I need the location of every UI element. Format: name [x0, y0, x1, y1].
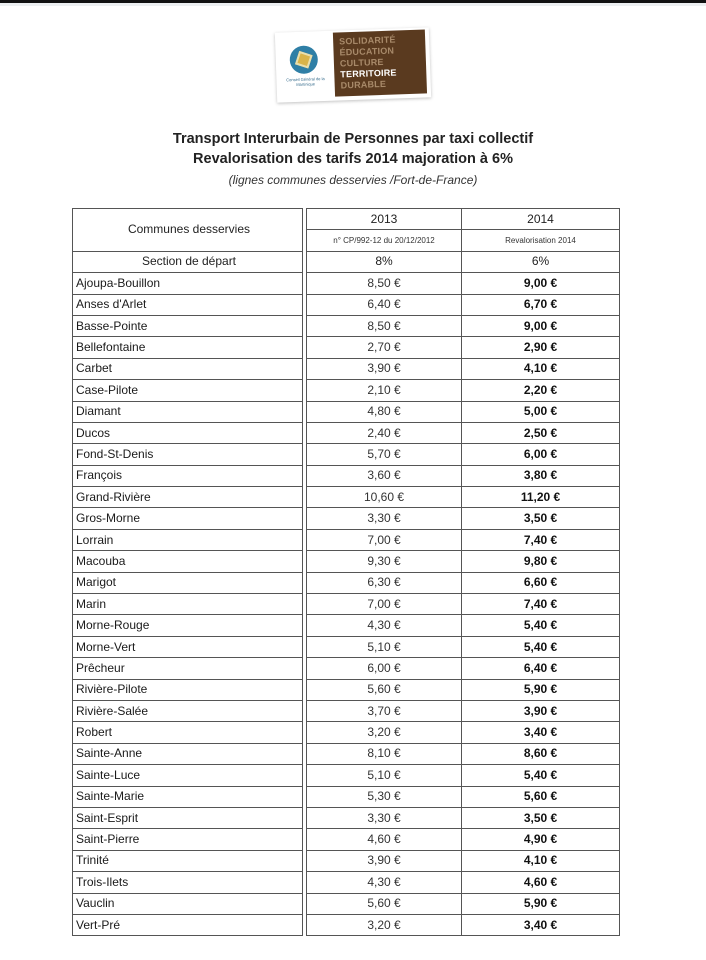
tarif-2014-cell: 5,00 € [462, 401, 620, 422]
commune-cell: Trinité [73, 850, 303, 871]
header-2014: 2014 [462, 209, 620, 230]
tarif-2014-cell: 5,90 € [462, 893, 620, 914]
logo-line: DURABLE [340, 78, 387, 91]
commune-cell: Diamant [73, 401, 303, 422]
tarif-2014-cell: 5,60 € [462, 786, 620, 807]
table-row [73, 487, 620, 508]
commune-cell: Rivière-Salée [73, 700, 303, 721]
tarif-2014-cell: 2,20 € [462, 380, 620, 401]
conseil-general-emblem-icon [289, 45, 318, 74]
table-row [73, 700, 620, 721]
tarif-2014-cell: 2,50 € [462, 422, 620, 443]
header-2014-ref: Revalorisation 2014 [462, 230, 620, 251]
commune-cell: Grand-Rivière [73, 487, 303, 508]
commune-cell: Rivière-Pilote [73, 679, 303, 700]
table-row [73, 807, 620, 828]
table-row [73, 786, 620, 807]
header-section-depart: Section de départ [73, 251, 303, 272]
table-row [73, 722, 620, 743]
tarif-2013-cell: 5,10 € [307, 765, 462, 786]
tarif-2014-cell: 5,40 € [462, 615, 620, 636]
logo-line: ÉDUCATION [339, 45, 395, 58]
tarif-2014-cell: 9,00 € [462, 273, 620, 294]
tarif-2014-cell: 4,10 € [462, 358, 620, 379]
tarif-2014-cell: 9,80 € [462, 551, 620, 572]
logo-emblem-panel [279, 37, 333, 101]
commune-cell: Fond-St-Denis [73, 444, 303, 465]
tarif-2014-cell: 4,60 € [462, 872, 620, 893]
tarif-2013-cell: 5,60 € [307, 679, 462, 700]
table-row [73, 337, 620, 358]
commune-cell: Saint-Pierre [73, 829, 303, 850]
table-row [73, 380, 620, 401]
table-row [73, 294, 620, 315]
tarif-2013-cell: 4,30 € [307, 872, 462, 893]
commune-cell: Morne-Vert [73, 636, 303, 657]
table-row [73, 914, 620, 935]
tarif-2013-cell: 2,10 € [307, 380, 462, 401]
table-row [73, 765, 620, 786]
tariff-table [72, 208, 620, 936]
table-row [73, 315, 620, 336]
commune-cell: Sainte-Luce [73, 765, 303, 786]
commune-cell: Vauclin [73, 893, 303, 914]
table-row [73, 401, 620, 422]
commune-cell: Anses d'Arlet [73, 294, 303, 315]
table-row [73, 358, 620, 379]
commune-cell: Sainte-Marie [73, 786, 303, 807]
top-border-shadow [0, 3, 706, 6]
commune-cell: Morne-Rouge [73, 615, 303, 636]
tarif-2013-cell: 5,60 € [307, 893, 462, 914]
header-2013-ref: n° CP/992-12 du 20/12/2012 [307, 230, 462, 251]
commune-cell: Robert [73, 722, 303, 743]
table-row [73, 273, 620, 294]
tarif-2013-cell: 3,70 € [307, 700, 462, 721]
tarif-2013-cell: 3,30 € [307, 508, 462, 529]
commune-cell: Gros-Morne [73, 508, 303, 529]
logo-line: CULTURE [339, 56, 384, 69]
tarif-2013-cell: 5,70 € [307, 444, 462, 465]
tarif-2014-cell: 5,90 € [462, 679, 620, 700]
tarif-2014-cell: 7,40 € [462, 529, 620, 550]
tarif-2013-cell: 3,20 € [307, 722, 462, 743]
tarif-2013-cell: 5,30 € [307, 786, 462, 807]
tarif-2013-cell: 2,40 € [307, 422, 462, 443]
emblem-caption: Conseil Général de la Martinique [286, 75, 325, 87]
tarif-2013-cell: 10,60 € [307, 487, 462, 508]
header-2013: 2013 [307, 209, 462, 230]
commune-cell: Sainte-Anne [73, 743, 303, 764]
table-row [73, 572, 620, 593]
tarif-2014-cell: 11,20 € [462, 487, 620, 508]
commune-cell: Bellefontaine [73, 337, 303, 358]
tarif-2013-cell: 2,70 € [307, 337, 462, 358]
tarif-2014-cell: 6,60 € [462, 572, 620, 593]
logo-line: SOLIDARITÉ [338, 34, 396, 47]
tarif-2013-cell: 4,60 € [307, 829, 462, 850]
tarif-2014-cell: 8,60 € [462, 743, 620, 764]
header-communes: Communes desservies [73, 209, 303, 252]
table-row [73, 829, 620, 850]
tarif-2014-cell: 2,90 € [462, 337, 620, 358]
tarif-2014-cell: 3,40 € [462, 914, 620, 935]
table-row [73, 444, 620, 465]
tarif-2014-cell: 9,00 € [462, 315, 620, 336]
tarif-2013-cell: 3,90 € [307, 358, 462, 379]
commune-cell: Trois-Ilets [73, 872, 303, 893]
tarif-2014-cell: 6,70 € [462, 294, 620, 315]
tarif-2014-cell: 4,10 € [462, 850, 620, 871]
table-row [73, 615, 620, 636]
tarif-2014-cell: 4,90 € [462, 829, 620, 850]
table-row [73, 551, 620, 572]
tarif-2013-cell: 6,30 € [307, 572, 462, 593]
tarif-2014-cell: 3,40 € [462, 722, 620, 743]
commune-cell: Prêcheur [73, 658, 303, 679]
tarif-2013-cell: 8,50 € [307, 273, 462, 294]
commune-cell: Macouba [73, 551, 303, 572]
tarif-2013-cell: 8,50 € [307, 315, 462, 336]
table-header-rate-row [73, 251, 620, 272]
tarif-2014-cell: 6,00 € [462, 444, 620, 465]
tarif-2014-cell: 3,90 € [462, 700, 620, 721]
header-2014-rate: 6% [462, 251, 620, 272]
commune-cell: Lorrain [73, 529, 303, 550]
table-row [73, 529, 620, 550]
document-title: Transport Interurbain de Personnes par taxi collectif [172, 131, 534, 147]
tarif-2014-cell: 5,40 € [462, 636, 620, 657]
tarif-2013-cell: 5,10 € [307, 636, 462, 657]
tarif-2014-cell: 7,40 € [462, 594, 620, 615]
table-row [73, 872, 620, 893]
tarif-2013-cell: 6,00 € [307, 658, 462, 679]
table-row [73, 594, 620, 615]
commune-cell: Marin [73, 594, 303, 615]
tarif-2014-cell: 3,50 € [462, 508, 620, 529]
commune-cell: Case-Pilote [73, 380, 303, 401]
table-row [73, 850, 620, 871]
logo [275, 27, 431, 102]
tarif-2013-cell: 9,30 € [307, 551, 462, 572]
tarif-2014-cell: 5,40 € [462, 765, 620, 786]
table-row [73, 893, 620, 914]
tarif-2013-cell: 7,00 € [307, 529, 462, 550]
tarif-2013-cell: 4,30 € [307, 615, 462, 636]
commune-cell: Ajoupa-Bouillon [73, 273, 303, 294]
tarif-2013-cell: 7,00 € [307, 594, 462, 615]
commune-cell: Carbet [73, 358, 303, 379]
commune-cell: Marigot [73, 572, 303, 593]
table-row [73, 679, 620, 700]
tarif-2013-cell: 4,80 € [307, 401, 462, 422]
tarif-2013-cell: 8,10 € [307, 743, 462, 764]
table-row [73, 658, 620, 679]
tarif-2013-cell: 3,20 € [307, 914, 462, 935]
table-row [73, 465, 620, 486]
header-2013-rate: 8% [307, 251, 462, 272]
logo-slogan-panel [333, 29, 427, 96]
tarif-2013-cell: 3,30 € [307, 807, 462, 828]
table-row [73, 636, 620, 657]
tarif-2014-cell: 6,40 € [462, 658, 620, 679]
tarif-2013-cell: 3,90 € [307, 850, 462, 871]
commune-cell: Basse-Pointe [73, 315, 303, 336]
tarif-2014-cell: 3,80 € [462, 465, 620, 486]
table-row [73, 508, 620, 529]
table-row [73, 422, 620, 443]
document-note: (lignes communes desservies /Fort-de-France) [228, 173, 478, 187]
commune-cell: Ducos [73, 422, 303, 443]
table-header-row [73, 209, 620, 230]
table-row [73, 743, 620, 764]
tarif-2014-cell: 3,50 € [462, 807, 620, 828]
commune-cell: Vert-Pré [73, 914, 303, 935]
tarif-2013-cell: 6,40 € [307, 294, 462, 315]
logo-line-highlight: TERRITOIRE [340, 67, 397, 80]
tarif-2013-cell: 3,60 € [307, 465, 462, 486]
document-subtitle: Revalorisation des tarifs 2014 majoration à 6% [193, 151, 513, 167]
commune-cell: François [73, 465, 303, 486]
commune-cell: Saint-Esprit [73, 807, 303, 828]
